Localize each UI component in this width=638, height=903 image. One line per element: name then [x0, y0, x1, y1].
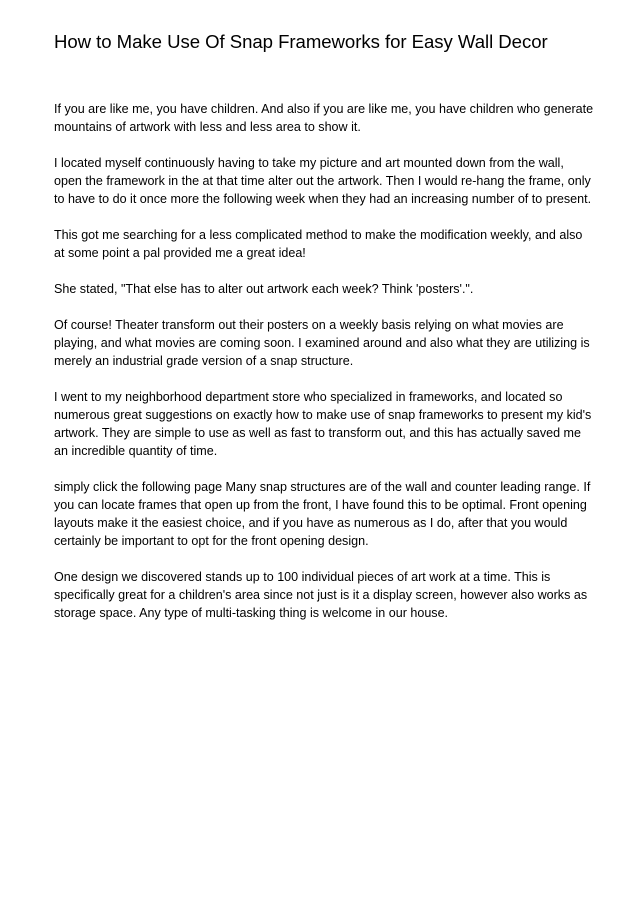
paragraph-storage-design: One design we discovered stands up to 100 individual pieces of art work at a time. This is specifically great for a children's area since not just is it a display screen, however also works as storage space. Any type of multi-tasking thing is welcome in our house.	[54, 570, 588, 620]
document-title: How to Make Use Of Snap Frameworks for Easy Wall Decor	[54, 31, 548, 52]
paragraph-theater-posters: Of course! Theater transform out their posters on a weekly basis relying on what movies are playing, and what movies are coming soon. I examined around and also what they are utilizing is merely an industrial grade version of a snap structure.	[54, 318, 590, 368]
paragraph-searching-method: This got me searching for a less complicated method to make the modification weekly, and also at some point a pal provided me a great idea!	[54, 228, 583, 260]
paragraph-rehang-frame: I located myself continuously having to take my picture and art mounted down from the wall, open the framework in the at that time alter out the artwork. Then I would re-hang the frame, only to have to do it once more the following week when they had an increasing number of to present.	[54, 156, 592, 206]
paragraph-children-artwork: If you are like me, you have children. And also if you are like me, you have children who generate mountains of artwork with less and less area to show it.	[54, 102, 594, 134]
paragraph-posters-quote: She stated, "That else has to alter out artwork each week? Think 'posters'.".	[54, 282, 474, 296]
paragraph-front-opening: simply click the following page Many snap structures are of the wall and counter leading range. If you can locate frames that open up from the front, I have found this to be optimal. Front opening layouts make it the easiest choice, and if you have as numerous as I do, after that you would certainly be important to opt for the front opening design.	[54, 480, 591, 548]
paragraph-department-store: I went to my neighborhood department store who specialized in frameworks, and located so numerous great suggestions on exactly how to make use of snap frameworks to present my kid's artwork. They are simple to use as well as fast to transform out, and this has actually saved me an incredible quantity of time.	[54, 390, 592, 458]
document-body	[54, 100, 598, 622]
